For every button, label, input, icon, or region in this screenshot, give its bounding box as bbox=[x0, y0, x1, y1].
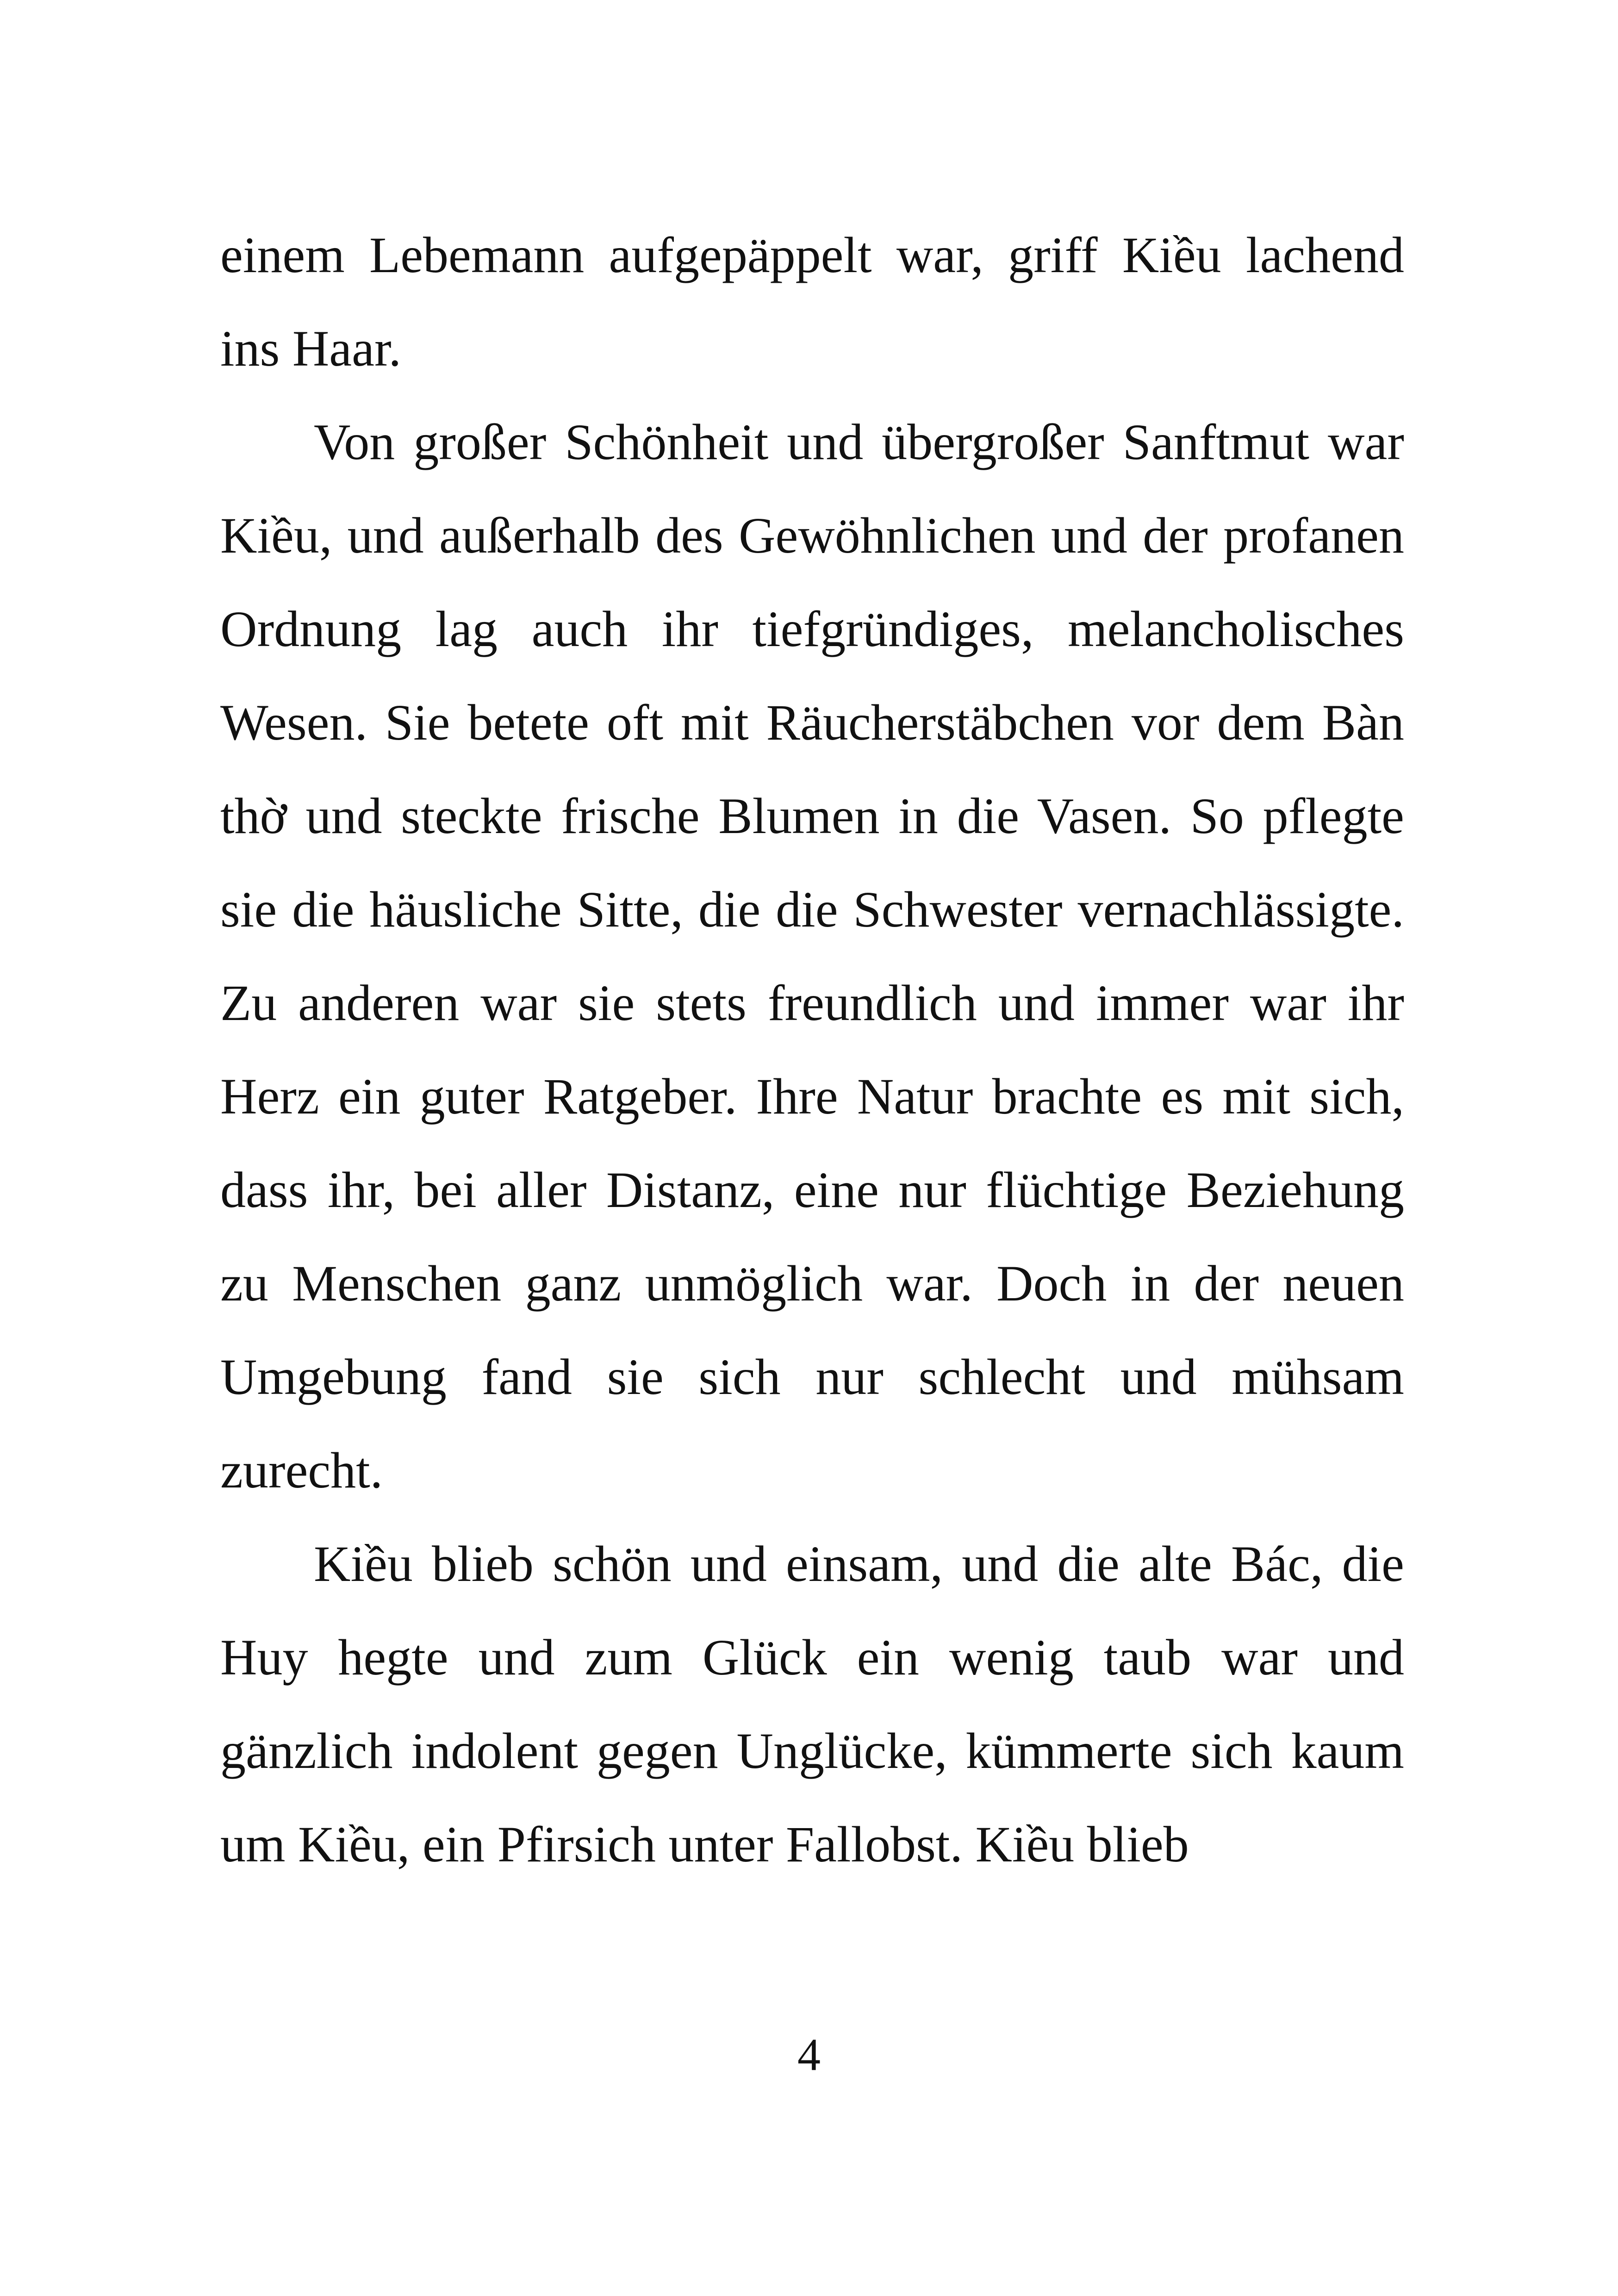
body-text bbox=[220, 208, 1404, 1891]
paragraph-kieu-description: Von großer Schönheit und übergroßer Sanftmut war Kiều, und außerhalb des Gewöhnlichen und der profanen Ordnung lag auch ihr tiefgründiges, melancholisches Wesen. Sie betete oft mit Räucherstäbchen vor dem Bàn thờ und steckte frische Blumen in die Vasen. So pflegte sie die häusliche Sitte, die die Schwester vernachlässigte. Zu anderen war sie stets freundlich und immer war ihr Herz ein guter Ratgeber. Ihre Natur brachte es mit sich, dass ihr, bei aller Distanz, eine nur flüchtige Beziehung zu Menschen ganz unmöglich war. Doch in der neuen Umgebung fand sie sich nur schlecht und mühsam zurecht. bbox=[220, 414, 1404, 1499]
page-number: 4 bbox=[797, 2029, 821, 2080]
paragraph-kieu-lonely: Kiều blieb schön und einsam, und die alte Bác, die Huy hegte und zum Glück ein wenig taub war und gänzlich indolent gegen Unglücke, kümmerte sich kaum um Kiều, ein Pfirsich unter Fallobst. Kiều blieb bbox=[220, 1536, 1404, 1873]
paragraph-continuation: einem Lebemann aufgepäppelt war, griff Kiều lachend ins Haar. bbox=[220, 227, 1404, 377]
